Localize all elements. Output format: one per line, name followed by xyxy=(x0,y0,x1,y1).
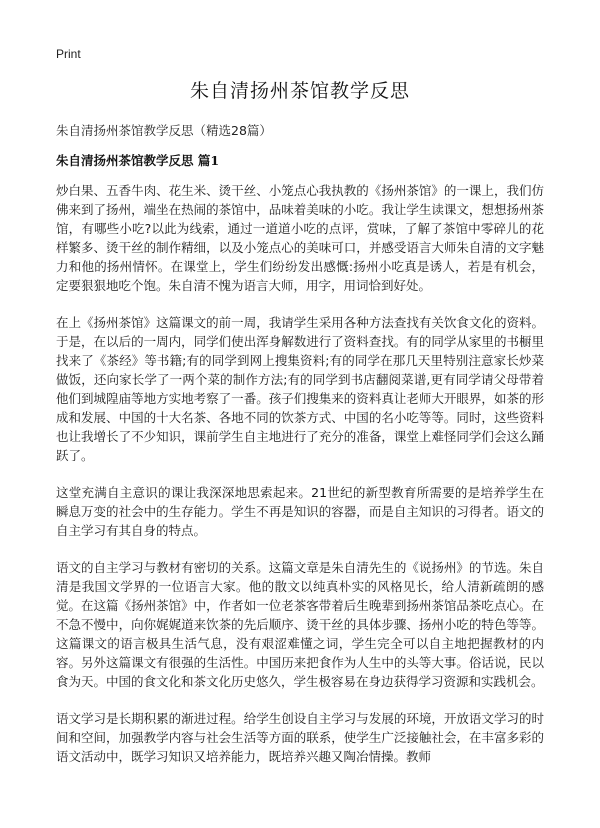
paragraph-5: 语文学习是长期积累的渐进过程。给学生创设自主学习与发展的环境，开放语文学习的时间和空间，加强教学内容与社会生活等方面的联系，使学生广泛接触社会，在丰富多彩的语文活动中，既学习知识又培养能力，既培养兴趣又陶冶情操。教师 xyxy=(56,711,544,764)
paragraph-2: 在上《扬州茶馆》这篇课文的前一周，我请学生采用各种方法查找有关饮食文化的资料。于是，在以后的一周内，同学们使出浑身解数进行了资料查找。有的同学从家里的书橱里找来了《茶经》等书籍;有的同学到网上搜集资料;有的同学在那几天里特别注意家长炒菜做饭，还向家长学了一两个菜的制作方法;有的同学到书店翻阅菜谱,更有同学请父母带着他们到城隍庙等地方实地考察了一番。孩子们搜集来的资料真让老师大开眼界，如茶的形成和发展、中国的十大名茶、各地不同的饮茶方式、中国的名小吃等等。同时，这些资料也让我增长了不少知识，课前学生自主地进行了充分的准备，课堂上难怪同学们会这么踊跃了。 xyxy=(56,315,544,463)
document-title: 朱自清扬州茶馆教学反思 xyxy=(189,80,410,102)
document-subtitle: 朱自清扬州茶馆教学反思（精选28篇） xyxy=(56,123,272,138)
section-heading: 朱自清扬州茶馆教学反思 篇1 xyxy=(56,153,220,168)
print-label: Print xyxy=(56,47,81,61)
paragraph-3: 这堂充满自主意识的课让我深深地思索起来。21世纪的新型教育所需要的是培养学生在瞬息万变的社会中的生存能力。学生不再是知识的容器，而是自主知识的习得者。语文的自主学习有其自身的特点。 xyxy=(56,485,544,538)
document-body xyxy=(56,181,544,784)
paragraph-1: 炒白果、五香牛肉、花生米、烫干丝、小笼点心我执教的《扬州茶馆》的一课上，我们仿佛来到了扬州，端坐在热闹的茶馆中，品味着美味的小吃。我让学生读课文，想想扬州茶馆，有哪些小吃?以此为线索，通过一道道小吃的点评，赏味，了解了茶馆中零碎儿的花样繁多、烫干丝的制作精细，以及小笼点心的美味可口，并感受语言大师朱自清的文字魅力和他的扬州情怀。在课堂上，学生们纷纷发出感慨:扬州小吃真是诱人，若是有机会，定要狠狠地吃个饱。朱自清不愧为语言大师，用字，用词恰到好处。 xyxy=(56,183,544,293)
paragraph-4: 语文的自主学习与教材有密切的关系。这篇文章是朱自清先生的《说扬州》的节选。朱自清是我国文学界的一位语言大家。他的散文以纯真朴实的风格见长，给人清新疏朗的感觉。在这篇《扬州茶馆》中，作者如一位老茶客带着后生晚辈到扬州茶馆品茶吃点心。在不急不慢中，向你娓娓道来饮茶的先后顺序、烫干丝的具体步骤、扬州小吃的特色等等。这篇课文的语言极具生活气息，没有艰涩难懂之词，学生完全可以自主地把握教材的内容。另外这篇课文有很强的生活性。中国历来把食作为人生中的头等大事。俗话说，民以食为天。中国的食文化和茶文化历史悠久，学生极容易在身边获得学习资源和实践机会。 xyxy=(56,560,544,689)
